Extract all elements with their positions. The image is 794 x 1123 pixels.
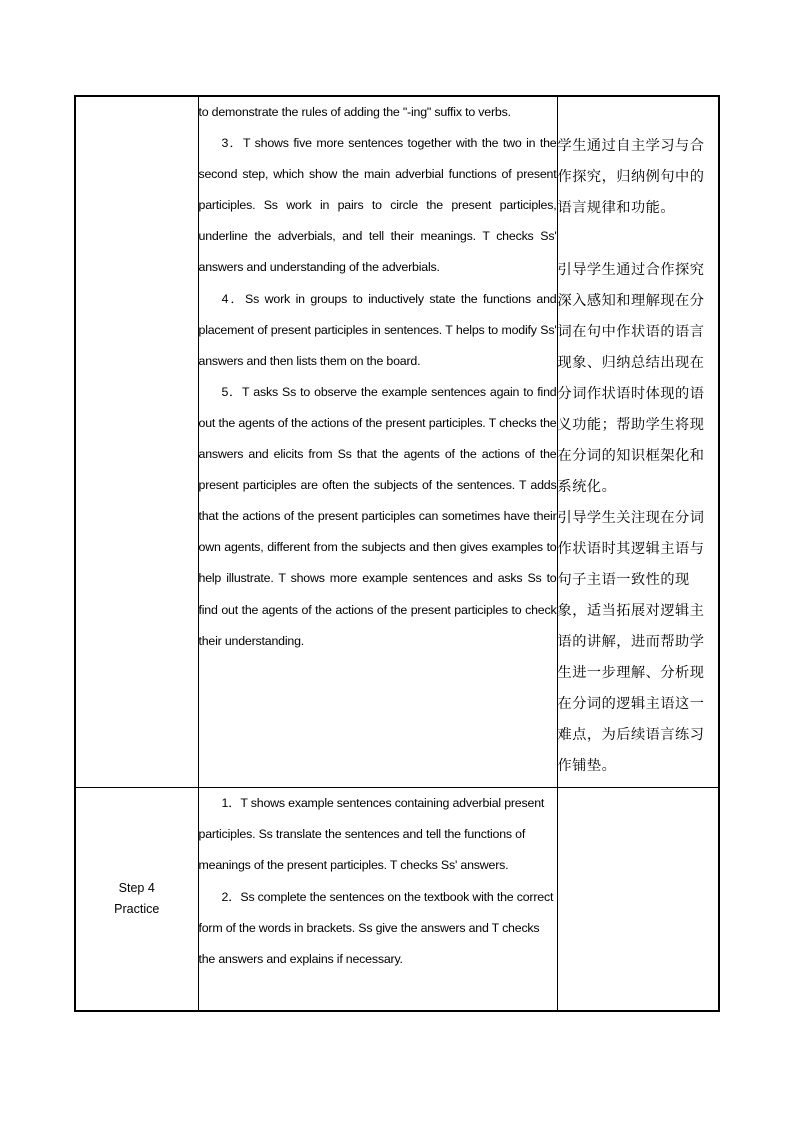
activity-cell — [198, 788, 557, 1012]
activity-paragraph: 2．Ss complete the sentences on the textbook with the correct form of the words in brackets. Ss give the answers and T checks the answers and explains if necessary. — [198, 889, 554, 967]
activity-cell — [198, 96, 557, 788]
activity-paragraph: to demonstrate the rules of adding the "-ing" suffix to verbs. — [198, 105, 511, 119]
purpose-paragraph: 引导学生关注现在分词作状语时其逻辑主语与句子主语一致性的现象，适当拓展对逻辑主语的讲解，进而帮助学生进一步理解、分析现在分词的逻辑主语这一难点，为后续语言练习作铺垫。 — [557, 510, 705, 774]
step-number: Step 4 — [118, 881, 155, 895]
activity-paragraph: 5．T asks Ss to observe the example sentences again to find out the agents of the actions of the present participles. T checks the answers and elicits from Ss that the agents of the actions of the present participles are often the subjects of the sentences. T adds that the actions of the present participles can sometimes have their own agents, different from the subjects and then gives examples to help illustrate. T shows more example sentences and asks Ss to find out the agents of the actions of the present participles to check their understanding. — [198, 384, 557, 648]
step-cell — [75, 96, 198, 788]
activity-paragraph: 3．T shows five more sentences together with the two in the second step, which show the main adverbial functions of present participles. Ss work in pairs to circle the present participles, underline the adverbials, and tell their meanings. T checks Ss' answers and understanding of the adverbials. — [198, 136, 557, 275]
activity-paragraph: 1．T shows example sentences containing adverbial present participles. Ss translate the sentences and tell the functions of meanings of the present participles. T checks Ss' answers. — [198, 796, 545, 873]
table-row — [75, 96, 719, 788]
purpose-cell — [557, 96, 719, 788]
table-row — [75, 788, 719, 1012]
step-name: Practice — [114, 902, 160, 916]
activity-paragraph: 4．Ss work in groups to inductively state the functions and placement of present participles in sentences. T helps to modify Ss' answers and then lists them on the board. — [198, 291, 557, 368]
purpose-paragraph: 学生通过自主学习与合作探究，归纳例句中的语言规律和功能。 — [557, 138, 705, 216]
purpose-paragraph: 引导学生通过合作探究深入感知和理解现在分词在句中作状语的语言现象、归纳总结出现在分词作状语时体现的语义功能；帮助学生将现在分词的知识框架化和系统化。 — [557, 262, 705, 495]
step-cell — [75, 788, 198, 1012]
purpose-cell — [557, 788, 719, 1012]
lesson-plan-table — [74, 95, 720, 1012]
